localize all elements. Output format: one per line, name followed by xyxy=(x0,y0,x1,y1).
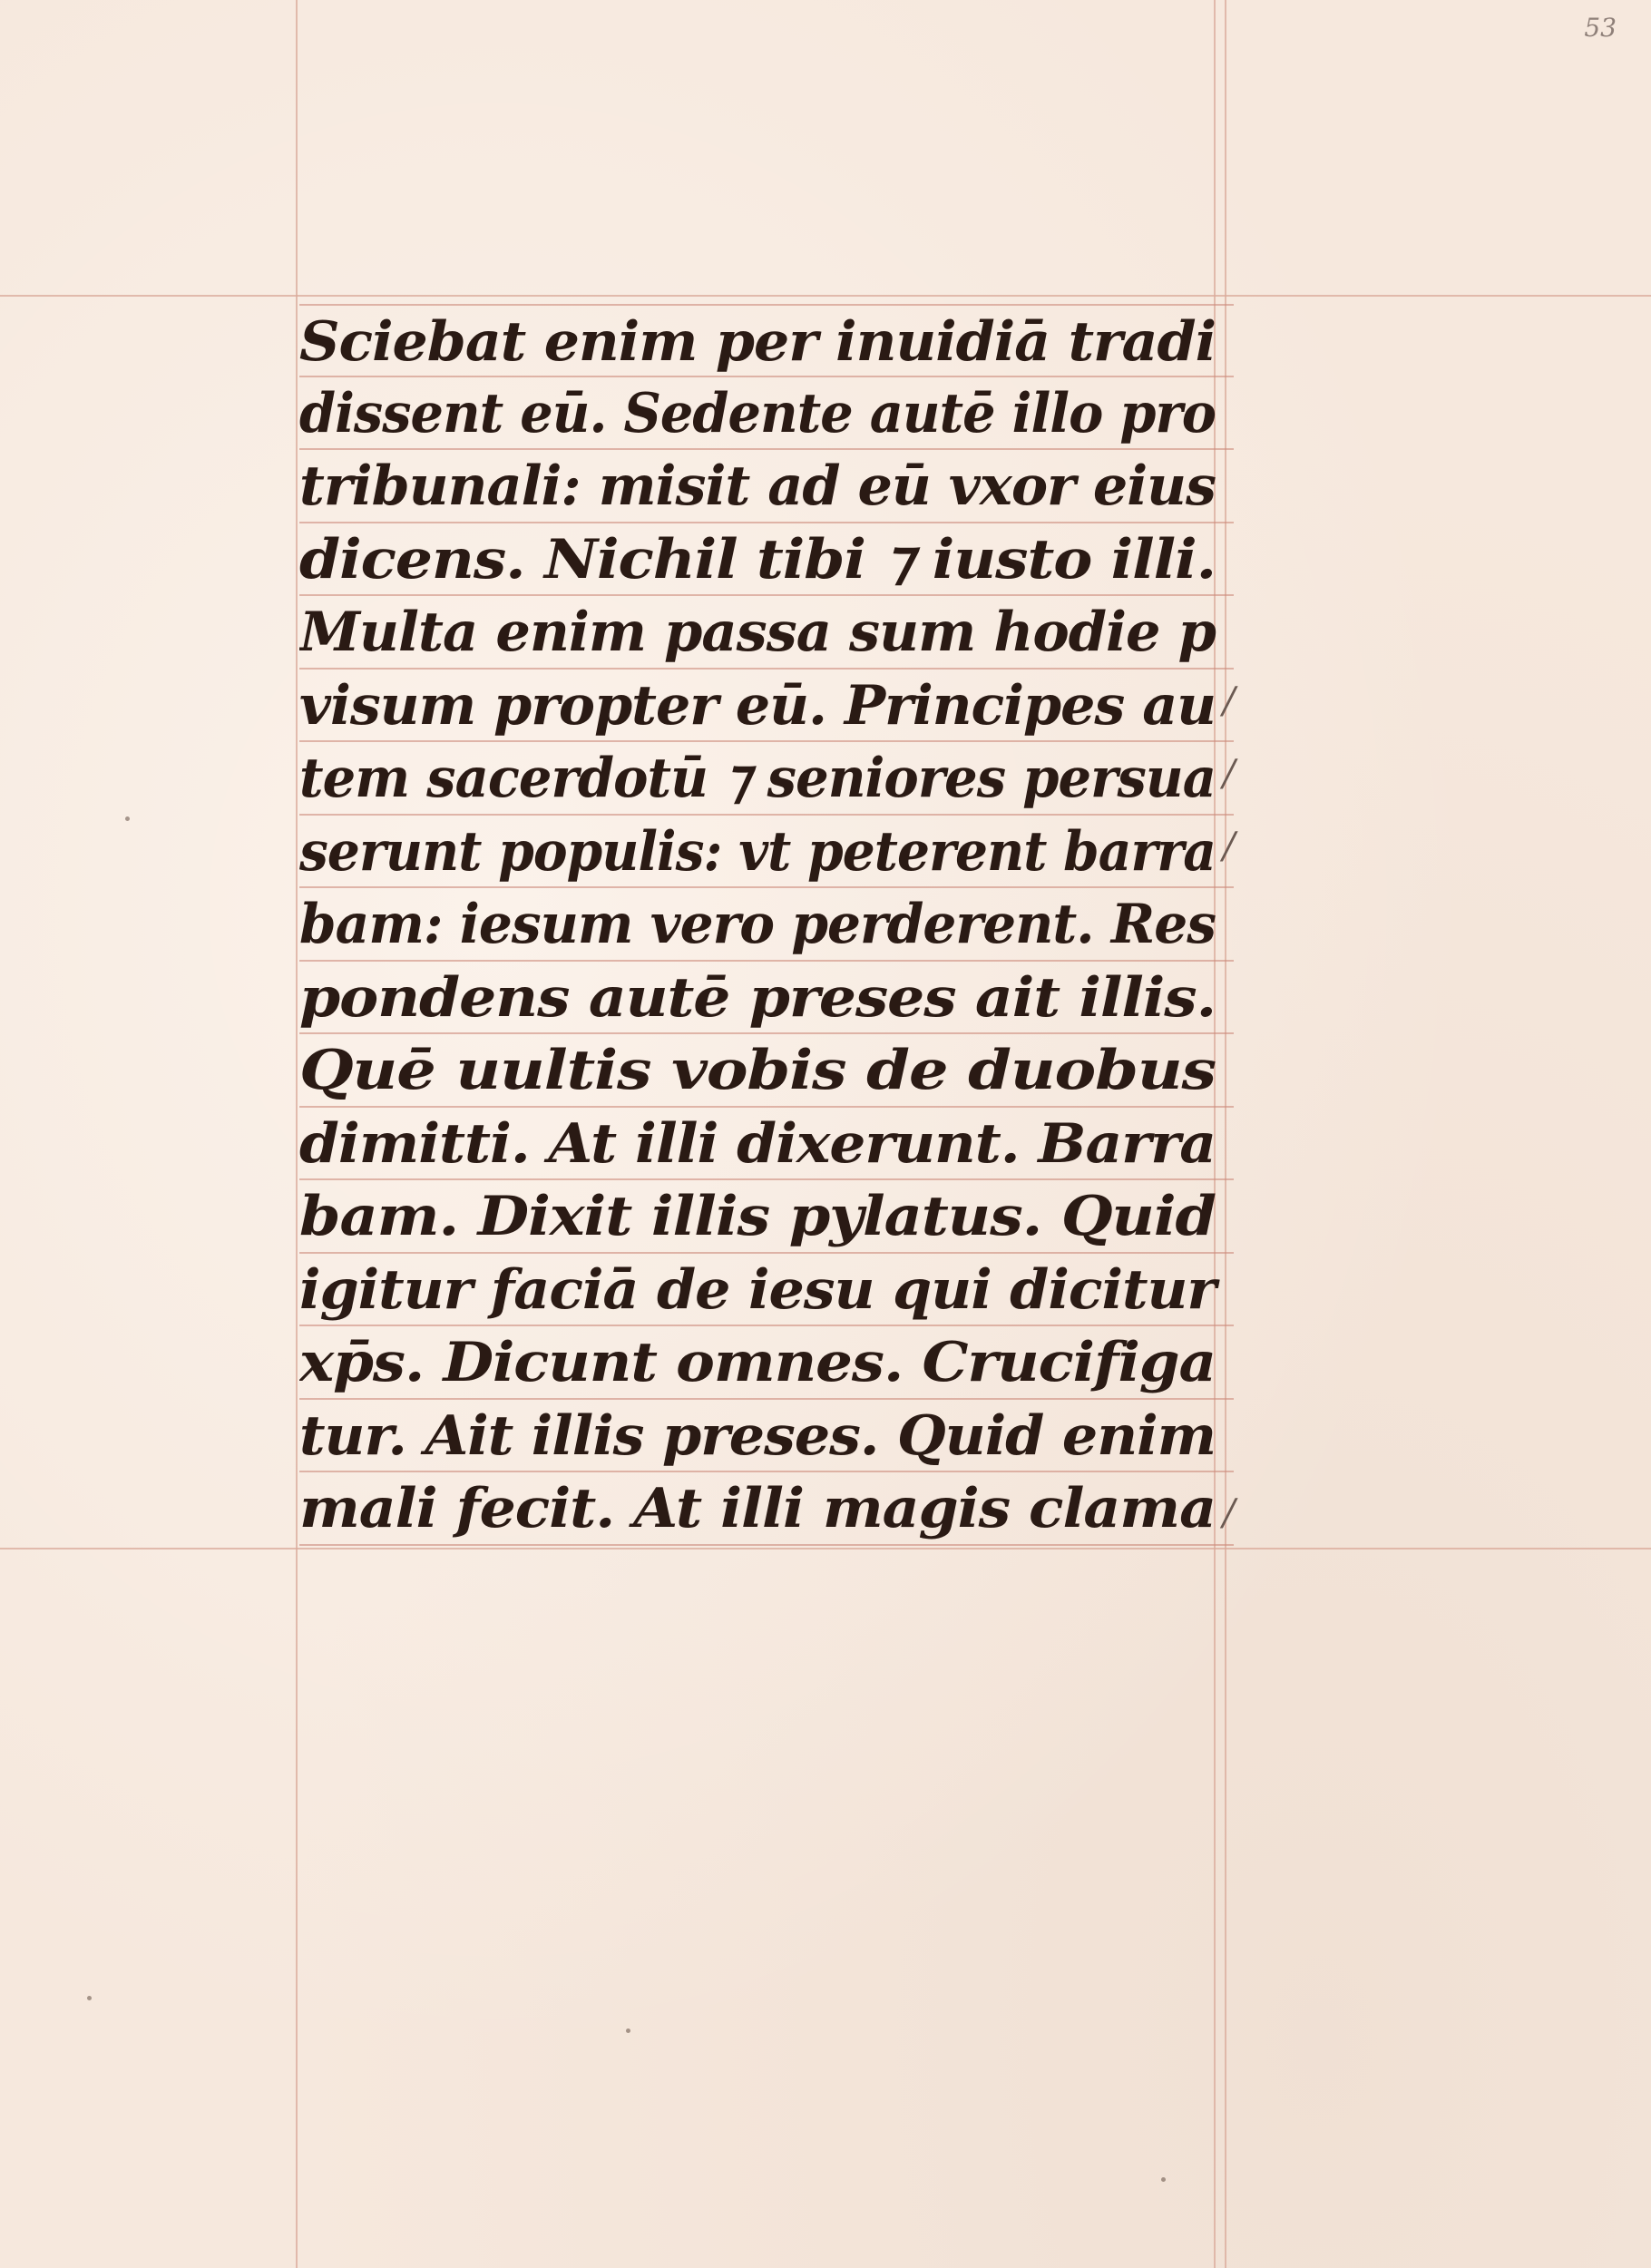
text-line: dimitti. At illi dixerunt. Barra xyxy=(299,1108,1234,1181)
text-line: igitur faciā de iesu qui dicitur xyxy=(299,1254,1234,1327)
text-line: dissent eū. Sedente autē illo pro xyxy=(299,377,1234,451)
text-line: tur. Ait illis preses. Quid enim xyxy=(299,1400,1234,1473)
text-line: serunt populis: vt peterent barra xyxy=(299,816,1234,889)
text-line: pondens autē preses ait illis. xyxy=(299,962,1234,1035)
text-line: tem sacerdotū ⁊ seniores persua xyxy=(299,742,1234,816)
text-line: dicens. Nichil tibi ⁊ iusto illi. xyxy=(299,523,1234,597)
text-line: bam. Dixit illis pylatus. Quid xyxy=(299,1180,1234,1254)
text-line: bam: iesum vero perderent. Res xyxy=(299,888,1234,962)
ink-speck xyxy=(1161,2177,1166,2182)
line-filler-mark: / xyxy=(1223,753,1236,795)
ruling-line-left-outer xyxy=(296,0,298,2268)
text-block xyxy=(299,304,1234,1546)
ink-speck xyxy=(626,2028,630,2033)
ruling-line-bottom xyxy=(0,1548,1651,1549)
line-filler-mark: / xyxy=(1223,826,1236,867)
text-line: Quē uultis vobis de duobus xyxy=(299,1034,1234,1108)
line-filler-mark: / xyxy=(1223,1492,1236,1534)
text-line: mali fecit. At illi magis clama xyxy=(299,1472,1234,1546)
ink-speck xyxy=(87,1996,92,2000)
text-line: xp̄s. Dicunt omnes. Crucifiga xyxy=(299,1326,1234,1400)
text-line: tribunali: misit ad eū vxor eius xyxy=(299,450,1234,523)
ink-speck xyxy=(125,816,130,821)
folio-number: 53 xyxy=(1584,13,1617,43)
text-line: visum propter eū. Principes au xyxy=(299,670,1234,743)
text-line: Sciebat enim per inuidiā tradi xyxy=(299,304,1234,377)
line-filler-mark: / xyxy=(1223,680,1236,722)
text-line: Multa enim passa sum hodie p xyxy=(299,596,1234,670)
ruling-line-top xyxy=(0,295,1651,297)
